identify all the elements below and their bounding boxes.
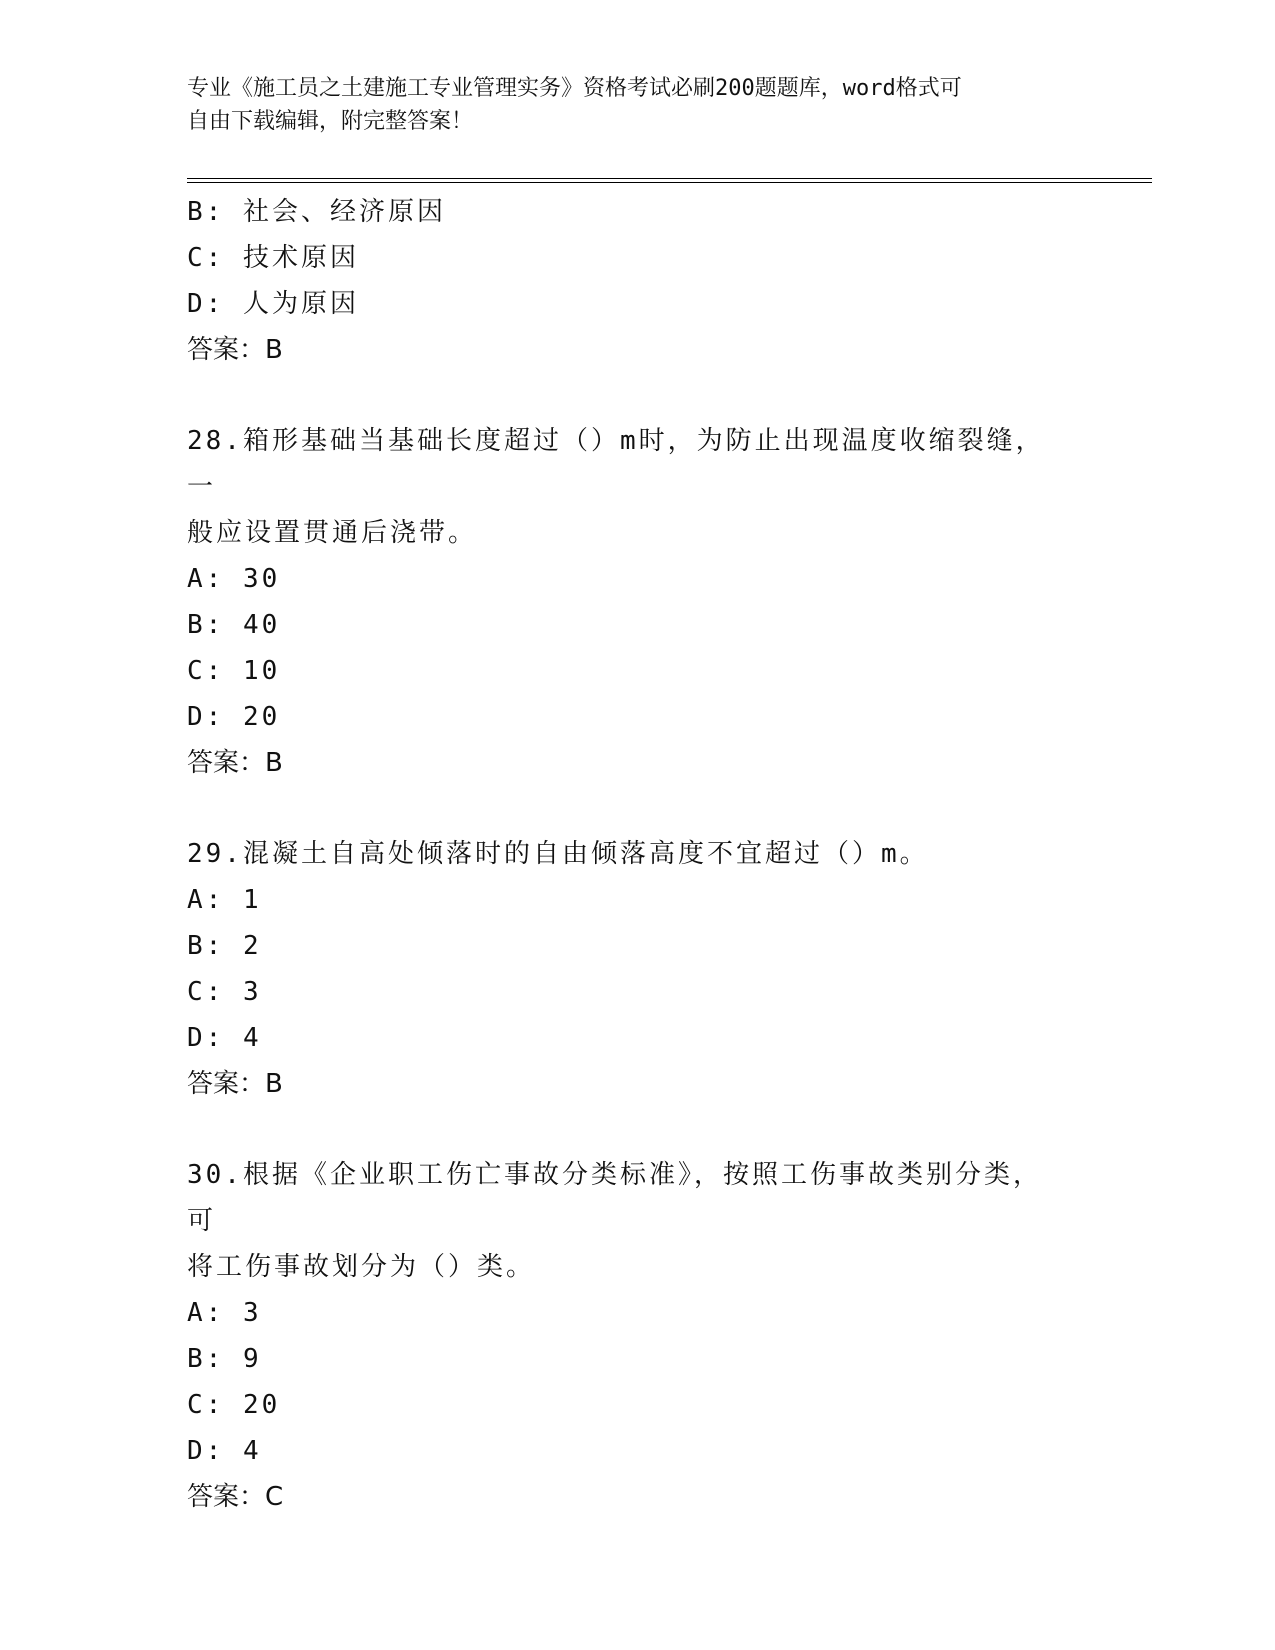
option-b: B: 40 <box>187 610 281 640</box>
header-rule-bottom <box>187 182 1152 183</box>
header-line-1: 专业《施工员之土建施工专业管理实务》资格考试必刷200题题库，word格式可 <box>187 76 962 101</box>
question-29 <box>187 831 1087 1107</box>
option-c: C: 技术原因 <box>187 243 359 273</box>
option-c: C: 10 <box>187 656 281 686</box>
document-body <box>187 189 1087 1520</box>
answer: 答案：C <box>187 1482 284 1512</box>
option-d: D: 4 <box>187 1436 262 1466</box>
question-stem-line-2: 般应设置贯通后浇带。 <box>187 518 478 548</box>
question-stem-line-1: 28.箱形基础当基础长度超过（）m时，为防止出现温度收缩裂缝，一 <box>187 426 1045 502</box>
option-b: B: 社会、经济原因 <box>187 197 446 227</box>
option-b: B: 2 <box>187 931 262 961</box>
option-c: C: 20 <box>187 1390 281 1420</box>
option-a: A: 30 <box>187 564 281 594</box>
option-d: D: 4 <box>187 1023 262 1053</box>
option-c: C: 3 <box>187 977 262 1007</box>
answer: 答案：B <box>187 335 283 365</box>
answer: 答案：B <box>187 1069 283 1099</box>
document-header <box>187 72 1067 138</box>
header-rule-top <box>187 178 1152 179</box>
partial-question <box>187 189 1087 373</box>
option-d: D: 20 <box>187 702 281 732</box>
question-stem-line-1: 30.根据《企业职工伤亡事故分类标准》，按照工伤事故类别分类，可 <box>187 1160 1042 1236</box>
question-28 <box>187 418 1087 786</box>
answer: 答案：B <box>187 748 283 778</box>
question-stem-line-1: 29.混凝土自高处倾落时的自由倾落高度不宜超过（）m。 <box>187 839 929 869</box>
option-a: A: 3 <box>187 1298 262 1328</box>
question-30 <box>187 1152 1087 1520</box>
question-stem-line-2: 将工伤事故划分为（）类。 <box>187 1252 536 1282</box>
header-line-2: 自由下载编辑，附完整答案！ <box>187 109 474 134</box>
option-b: B: 9 <box>187 1344 262 1374</box>
option-a: A: 1 <box>187 885 262 915</box>
option-d: D: 人为原因 <box>187 289 359 319</box>
